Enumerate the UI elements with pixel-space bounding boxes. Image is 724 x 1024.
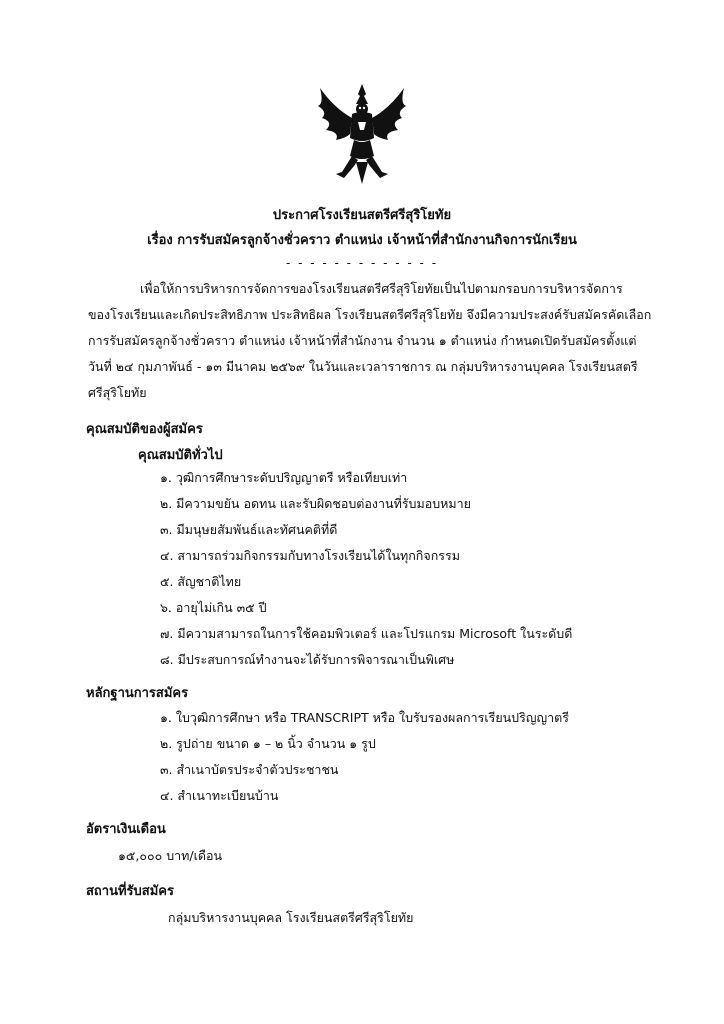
- qualification-item: ๖. อายุไม่เกิน ๓๕ ปี: [160, 600, 267, 615]
- location-heading: สถานที่รับสมัคร: [86, 884, 174, 899]
- announcement-title: ประกาศโรงเรียนสตรีศรีสุริโยทัย: [272, 208, 452, 223]
- intro-line: วันที่ ๒๔ กุมภาพันธ์ - ๑๓ มีนาคม ๒๕๖๙ ในวันและเวลาราชการ ณ กลุ่มบริหารงานบุคคล โรงเรียนสตรี: [88, 359, 638, 374]
- evidence-heading: หลักฐานการสมัคร: [86, 686, 189, 701]
- qualification-item: ๕. สัญชาติไทย: [160, 574, 242, 589]
- qualification-item: ๒. มีความขยัน อดทน และรับผิดชอบต่องานที่รับมอบหมาย: [160, 496, 471, 511]
- evidence-item: ๑. ใบวุฒิการศึกษา หรือ TRANSCRIPT หรือ ใบรับรองผลการเรียนปริญญาตรี: [160, 710, 569, 725]
- qualification-item: ๘. มีประสบการณ์ทำงานจะได้รับการพิจารณาเป็นพิเศษ: [160, 652, 455, 667]
- location-value: กลุ่มบริหารงานบุคคล โรงเรียนสตรีศรีสุริโยทัย: [168, 910, 414, 925]
- salary-heading: อัตราเงินเดือน: [86, 822, 166, 837]
- separator-line: - - - - - - - - - - - - -: [285, 256, 439, 270]
- evidence-item: ๔. สำเนาทะเบียนบ้าน: [160, 788, 279, 803]
- general-qualifications-subheading: คุณสมบัติทั่วไป: [138, 448, 223, 463]
- intro-line: เพื่อให้การบริหารการจัดการของโรงเรียนสตรีศรีสุริโยทัยเป็นไปตามกรอบการบริหารจัดการ: [140, 281, 623, 296]
- qualification-item: ๔. สามารถร่วมกิจกรรมกับทางโรงเรียนได้ในทุกกิจกรรม: [160, 548, 460, 563]
- announcement-subject: เรื่อง การรับสมัครลูกจ้างชั่วคราว ตำแหน่ง เจ้าหน้าที่สำนักงานกิจการนักเรียน: [147, 233, 577, 248]
- intro-line: การรับสมัครลูกจ้างชั่วคราว ตำแหน่ง เจ้าหน้าที่สำนักงาน จำนวน ๑ ตำแหน่ง กำหนดเปิดรับสมัครตั้งแต่: [88, 333, 637, 348]
- qualifications-heading: คุณสมบัติของผู้สมัคร: [86, 422, 203, 437]
- qualification-item: ๗. มีความสามารถในการใช้คอมพิวเตอร์ และโปรแกรม Microsoft ในระดับดี: [160, 626, 573, 641]
- intro-line: ศรีสุริโยทัย: [88, 385, 147, 400]
- evidence-item: ๒. รูปถ่าย ขนาด ๑ – ๒ นิ้ว จำนวน ๑ รูป: [160, 736, 376, 751]
- salary-value: ๑๕,๐๐๐ บาท/เดือน: [118, 848, 223, 863]
- qualification-item: ๓. มีมนุษยสัมพันธ์และทัศนคติที่ดี: [160, 522, 338, 537]
- garuda-emblem-icon: [314, 82, 410, 186]
- intro-line: ของโรงเรียนและเกิดประสิทธิภาพ ประสิทธิผล โรงเรียนสตรีศรีสุริโยทัย จึงมีความประสงค์รับสมัครคัดเลือก: [88, 307, 652, 322]
- evidence-item: ๓. สำเนาบัตรประจำตัวประชาชน: [160, 762, 339, 777]
- qualification-item: ๑. วุฒิการศึกษาระดับปริญญาตรี หรือเทียบเท่า: [160, 470, 408, 485]
- intro-paragraph: [88, 276, 652, 406]
